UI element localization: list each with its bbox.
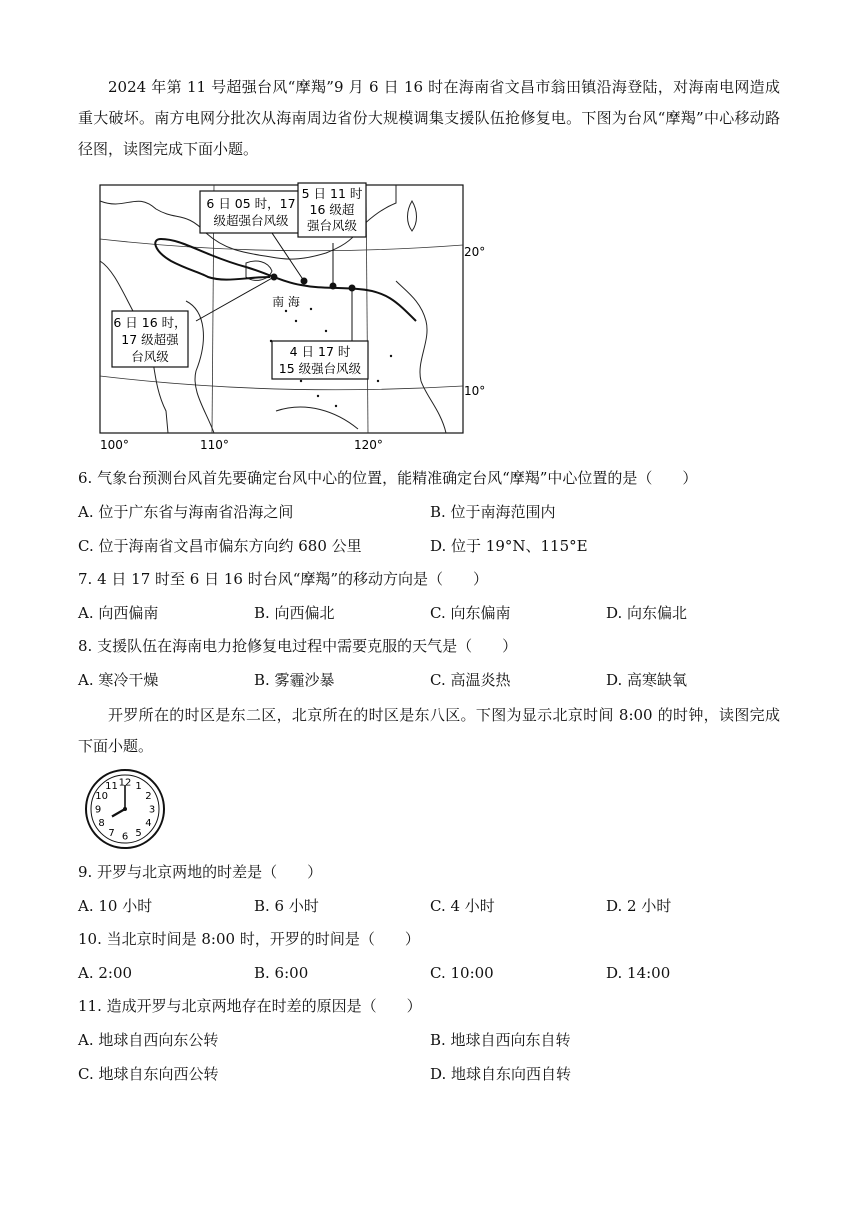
q11-option-b[interactable]: B. 地球自西向东自转 xyxy=(430,1031,571,1049)
q7-option-b[interactable]: B. 向西偏北 xyxy=(254,604,335,622)
q7-option-d[interactable]: D. 向东偏北 xyxy=(606,604,688,622)
q8-option-b[interactable]: B. 雾霾沙暴 xyxy=(254,671,335,689)
clock-8-oclock xyxy=(84,768,166,850)
q11-option-c[interactable]: C. 地球自东向西公转 xyxy=(78,1065,219,1083)
lat-label-20: 20° xyxy=(464,245,486,259)
intro-paragraph-timezone: 开罗所在的时区是东二区，北京所在的时区是东八区。下图为显示北京时间 8:00 的时钟，读图完成下面小题。 xyxy=(78,706,780,755)
q10-option-c[interactable]: C. 10:00 xyxy=(430,964,494,982)
label-6th-16h-line1: 6 日 16 时， xyxy=(113,315,187,330)
clock-number: 8 xyxy=(98,818,105,829)
q6-option-c[interactable]: C. 位于海南省文昌市偏东方向约 680 公里 xyxy=(78,537,362,555)
clock-number: 11 xyxy=(105,781,118,793)
clock-number: 4 xyxy=(145,818,152,829)
clock-number: 6 xyxy=(121,831,129,843)
typhoon-track-map xyxy=(96,181,486,456)
q9-option-d[interactable]: D. 2 小时 xyxy=(606,897,672,915)
clock-number: 2 xyxy=(145,791,152,802)
q10-option-d[interactable]: D. 14:00 xyxy=(606,964,671,982)
clock-center xyxy=(123,807,127,811)
label-5th-11h-line2: 16 级超 xyxy=(309,202,355,217)
q9-option-a[interactable]: A. 10 小时 xyxy=(78,897,153,915)
lat-label-10: 10° xyxy=(464,384,486,398)
question-11-stem: 11. 造成开罗与北京两地存在时差的原因是（ ） xyxy=(78,997,422,1015)
label-6th-16h-line3: 台风级 xyxy=(131,349,169,364)
q6-option-b[interactable]: B. 位于南海范围内 xyxy=(430,503,556,521)
question-9-stem: 9. 开罗与北京两地的时差是（ ） xyxy=(78,863,323,881)
q11-option-a[interactable]: A. 地球自西向东公转 xyxy=(78,1031,219,1049)
label-6th-16h-line2: 17 级超强 xyxy=(121,332,179,347)
south-china-sea-label: 南 海 xyxy=(272,295,300,309)
label-5th-11h-line1: 5 日 11 时 xyxy=(301,186,363,201)
question-7-stem: 7. 4 日 17 时至 6 日 16 时台风“摩羯”的移动方向是（ ） xyxy=(78,570,489,588)
q9-option-b[interactable]: B. 6 小时 xyxy=(254,897,319,915)
label-5th-11h-line3: 强台风级 xyxy=(306,218,358,233)
question-10-stem: 10. 当北京时间是 8:00 时，开罗的时间是（ ） xyxy=(78,930,420,948)
q6-option-a[interactable]: A. 位于广东省与海南省沿海之间 xyxy=(78,503,294,521)
clock-number: 5 xyxy=(135,827,142,839)
clock-number: 7 xyxy=(108,827,115,839)
q10-option-b[interactable]: B. 6:00 xyxy=(254,964,309,982)
clock-number: 10 xyxy=(95,791,108,802)
question-8-stem: 8. 支援队伍在海南电力抢修复电过程中需要克服的天气是（ ） xyxy=(78,637,518,655)
intro-paragraph-typhoon: 2024 年第 11 号超强台风“摩羯”9 月 6 日 16 时在海南省文昌市翁田镇沿海登陆，对海南电网造成重大破坏。南方电网分批次从海南周边省份大规模调集支援队伍抢修复电。下图为台风“摩羯”中心移动路径图，读图完成下面小题。 xyxy=(78,78,780,158)
lon-label-100: 100° xyxy=(100,438,129,452)
q11-option-d[interactable]: D. 地球自东向西自转 xyxy=(430,1065,572,1083)
q9-option-c[interactable]: C. 4 小时 xyxy=(430,897,495,915)
label-6th-05h-line1: 6 日 05 时，17 xyxy=(206,196,296,211)
q10-option-a[interactable]: A. 2:00 xyxy=(78,964,133,982)
question-6-stem: 6. 气象台预测台风首先要确定台风中心的位置，能精准确定台风“摩羯”中心位置的是（ ） xyxy=(78,469,698,487)
lon-label-120: 120° xyxy=(354,438,383,452)
q8-option-c[interactable]: C. 高温炎热 xyxy=(430,671,511,689)
q6-option-d[interactable]: D. 位于 19°N、115°E xyxy=(430,537,588,555)
clock-number: 9 xyxy=(94,804,102,816)
q8-option-d[interactable]: D. 高寒缺氧 xyxy=(606,671,688,689)
q8-option-a[interactable]: A. 寒冷干燥 xyxy=(78,671,159,689)
clock-number: 1 xyxy=(135,781,142,793)
label-4th-17h-line2: 15 级强台风级 xyxy=(278,361,362,376)
clock-number: 3 xyxy=(148,804,156,816)
label-4th-17h-line1: 4 日 17 时 xyxy=(289,344,351,359)
q7-option-a[interactable]: A. 向西偏南 xyxy=(78,604,159,622)
clock-number: 12 xyxy=(118,777,132,789)
label-6th-05h-line2: 级超强台风级 xyxy=(213,213,289,228)
q7-option-c[interactable]: C. 向东偏南 xyxy=(430,604,511,622)
lon-label-110: 110° xyxy=(200,438,229,452)
